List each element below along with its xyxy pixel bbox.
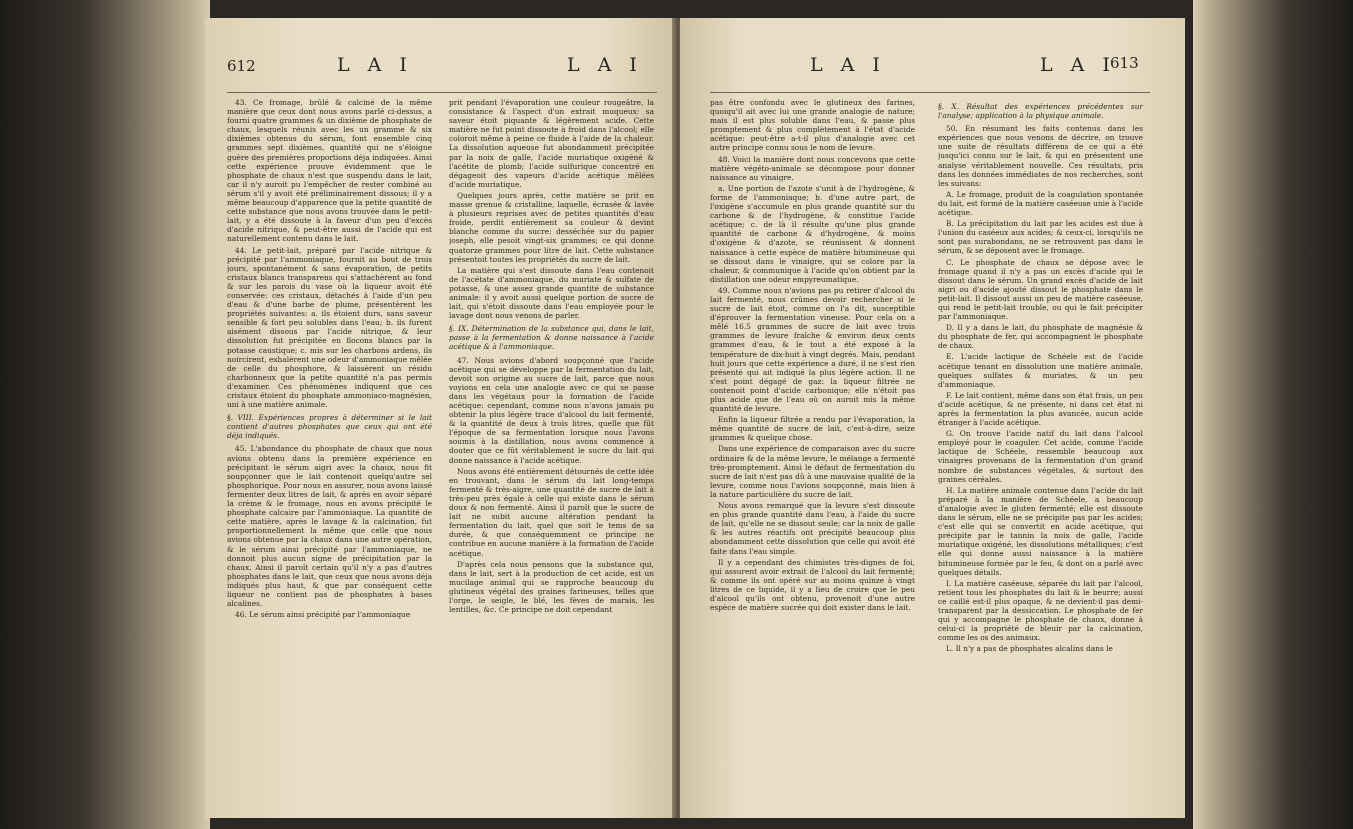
paragraph: 48. Voici la manière dont nous concevons que cette matière végéto-animale se décompose pour donner naissance au vinaigre. [710,154,915,182]
right-running-head [710,54,1150,80]
paragraph: pas être confondu avec le glutineux des farines, quoiqu'il ait avec lui une grande analogie de nature; mais il est plus soluble dans l'eau, & passe plus promptement & plus complètement à l'état d'acide acétique: peut-être a-t-il plus d'analogie avec cet autre principe connu sous le nom de levure. [710,98,915,153]
left-head-rule [227,92,657,93]
paragraph: F. Le lait contient, même dans son état frais, un peu d'acide acétique, & ne présente, ni dans cet état ni après la fermentation la plus avancée, aucun acide étranger à l'acide acétique. [938,390,1143,428]
section-heading: §. VIII. Expériences propres à déterminer si le lait contient d'autres phosphates que ceux qui ont été déja indiqués. [227,413,432,441]
paragraph: G. On trouve l'acide natif du lait dans l'alcool employé pour le coaguler. Cet acide, comme l'acide lactique de Schéele, ressemble beaucoup aux vinaigres provenans de la fermentation d'un grand nombre de substances végétales, & surtout des graines céréales. [938,429,1143,484]
right-page [680,18,1185,818]
paragraph: Nous avons remarqué que la levure s'est dissoute en plus grande quantité dans l'eau, à l'aide du sucre de lait, qu'elle ne se dissout seule; car la noix de galle & les autres réactifs ont précipité beaucoup plus abondamment cette dissolution que celle qui avoit été faite dans l'eau simple. [710,501,915,556]
book-edge-right [1193,0,1353,829]
paragraph: Dans une expérience de comparaison avec du sucre ordinaire & de la même levure, le mélange a fermenté très-promptement. Ainsi le défaut de fermentation du sucre de lait n'est pas dû à une mauvaise qualité de la levure, comme nous l'avions soupçonné, mais bien à la nature particulière du sucre de lait. [710,444,915,499]
paragraph: A. Le fromage, produit de la coagulation spontanée du lait, est formé de la matière caséeuse unie à l'acide acétique. [938,189,1143,218]
paragraph: 45. L'abondance du phosphate de chaux que nous avions obtenu dans la première expérience en précipitant le sérum aigri avec la chaux, nous fit soupçonner que le lait contenoit quelqu'autre sel phosphorique. Pour nous en assurer, nous avons laissé fermenter deux litres de lait, & après en avoir séparé la crème & le fromage, nous en avons précipité le phosphate calcaire par l'ammoniaque. La quantité de cette matière, après le lavage & la calcination, fut proportionnellement la même que celle que nous avions obtenue par la chaux dans une autre opération, & le sérum ainsi précipité par l'ammoniaque, ne donnoit plus aucun signe de précipitation par la chaux. Ainsi il paroît certain qu'il n'y a pas d'autres phosphates dans le lait, que ceux que nous avons déja indiqués plus haut, & que par conséquent cette liqueur ne contient pas de phosphates à bases alcalines. [227,444,432,609]
paragraph: Enfin la liqueur filtrée a rendu par l'évaporation, la même quantité de sucre de lait, c'est-à-dire, seize grammes & quelque chose. [710,415,915,443]
section-heading: §. X. Résultat des expériences précédentes sur l'analyse; application à la physique animale. [938,102,1143,121]
paragraph: 46. Le sérum ainsi précipité par l'ammoniaque [235,610,411,620]
left-head-word-1: L A I [337,54,413,76]
right-column-1 [710,98,915,808]
paragraph: D. Il y a dans le lait, du phosphate de magnésie & du phosphate de fer, qui accompagnent le phosphate de chaux. [938,323,1143,351]
paragraph: B. La précipitation du lait par les acides est due à l'union du caséeux aux acides; & ceux-ci, lorsqu'ils ne sont pas surabondans, ne se retrouvent pas dans le sérum, & se déposent avec le fromage. [938,219,1143,256]
paragraph: H. La matière animale contenue dans l'acide du lait préparé à la manière de Schéele, a beaucoup d'analogie avec le gluten fermenté; elle est dissoute dans le sérum, elle ne se précipite pas par les acides; c'est elle qui se convertit en acide acétique, qui précipite par le tannin la noix de galle, l'acide muriatique oxigéné, les dissolutions métalliques; c'est elle qui donne aussi naissance à la matière bitumineuse formée par le feu, & dont on a parlé avec quelques détails. [938,485,1143,577]
paragraph: a. Une portion de l'azote s'unit à de l'hydrogène, & forme de l'ammoniaque; b. d'une autre part, de l'oxigène s'accumule en plus grande quantité sur du carbone & de l'hydrogène, & constitue l'acide acétique; c. de là il résulte qu'une plus grande quantité de carbone & d'hydrogène, & moins d'oxigène & d'azote, se réunissent & donnent naissance à cette espèce de matière bitumineuse qui se dissout dans le vinaigre, qui se colore par la chaleur, & communique à l'acide qu'on obtient par la distillation une odeur empyreumatique. [710,183,915,284]
left-running-head [227,54,657,80]
paragraph: prit pendant l'évaporation une couleur rougeâtre, la consistance & l'aspect d'un extrait muqueux: sa saveur étoit piquante & légèrement acide. Cette matière ne fut point dissoute à froid dans l'alcool; elle coloroit même à peine ce fluide à l'aide de la chaleur. La dissolution aqueuse fut abondamment précipitée par la noix de galle, l'acide muriatique oxigéné & l'acétite de plomb; l'acide sulfurique concentré en dégageoit des vapeurs d'acide acétique mêlées d'acide muriatique. [449,98,654,189]
paragraph: 43. Ce fromage, brûlé & calciné de la même manière que ceux dont nous avons parlé ci-dessus, a fourni quatre grammes & un dixième de phosphate de chaux, lesquels réunis avec les un gramme & six dixièmes obtenus du sérum, font ensemble cinq grammes sept dixièmes, quantité qui ne s'éloigne guère des premières proportions déja indiquées. Ainsi cette expérience prouve évidemment que le phosphate de chaux n'est que suspendu dans le lait, car il n'y auroit pu l'empêcher de rester combiné au sérum s'il y avoit été préliminairement dissous; il y a même beaucoup d'apparence que la petite quantité de cette substance que nous avons trouvée dans le petit-lait, y a été dissoute à la faveur d'un peu d'excès d'acide nitrique, & peut-être aussi de l'acide qui est naturellement contenu dans le lait. [227,98,432,244]
paragraph: 49. Comme nous n'avions pas pu retirer d'alcool du lait fermenté, nous crûmes devoir rechercher si le sucre de lait étoit, comme on l'a dit, susceptible d'éprouver la fermentation vineuse. Pour cela on a mêlé 16.5 grammes de sucre de lait avec trois grammes de levure fraîche & environ deux cents grammes d'eau, & le tout a été exposé à la température de dix-huit à vingt degrés. Mais, pendant huit jours que cette expérience a duré, il ne s'est rien présenté qui ait indiqué la plus légère action. Il ne s'est point dégagé de gaz: la liqueur filtrée ne contenoit point d'acide carbonique; elle n'étoit pas plus acide que de l'eau où on auroit mis la même quantité de levure. [710,285,915,414]
paragraph: I. La matière caséeuse, séparée du lait par l'alcool, retient tous les phosphates du lait & le beurre; aussi ce caillé est-il plus opaque, & ne devient-il pas demi-transparent par la dessiccation. Le phosphate de fer qui y accompagne le phosphate de chaux, donne à celui-ci la propriété de bleuir par la calcination, comme les os des animaux. [938,578,1143,643]
left-page [205,18,675,818]
right-column-2 [938,98,1143,808]
paragraph: Il y a cependant des chimistes très-dignes de foi, qui assurent avoir extrait de l'alcool du lait fermenté; & comme ils ont opéré sur au moins quinze à vingt litres de ce liquide, il y a lieu de croire que le peu d'alcool qu'ils ont obtenu, provenoit d'une autre espèce de matière sucrée qui doit exister dans le lait. [710,557,915,613]
right-head-rule [710,92,1150,93]
paragraph: D'après cela nous pensons que la substance qui, dans le lait, sert à la production de cet acide, est un mucilage animal qui se rapproche beaucoup du glutineux végétal des graines farineuses, telles que l'orge, le seigle, le blé, les fèves de marais, les lentilles, &c. Ce principe ne doit cependant [449,559,654,615]
left-head-word-2: L A I [567,54,643,76]
paragraph: La matière qui s'est dissoute dans l'eau contenoit de l'acétate d'ammoniaque, du muriate & sulfate de potasse, & une assez grande quantité de substance animale: il y avoit aussi quelque portion de sucre de lait, qui s'étoit dissoute dans l'eau employée pour le lavage dont nous venons de parler. [449,265,654,321]
right-page-number: 613 [1110,54,1139,72]
paragraph: L. Il n'y a pas de phosphates alcalins dans le [946,644,1113,654]
left-column-2 [449,98,654,808]
left-page-number: 612 [227,57,256,75]
paragraph: E. L'acide lactique de Schéele est de l'acide acétique tenant en dissolution une matière animale, quelques sulfates & muriates, & un peu d'ammoniaque. [938,352,1143,389]
paragraph: C. Le phosphate de chaux se dépose avec le fromage quand il n'y a pas un excès d'acide qui le dissout dans le sérum. Un grand excès d'acide de lait aigri ou d'acide ajouté dissout le phosphate dans le petit-lait. Il dissout aussi un peu de matière caséeuse, qui rend le petit-lait trouble, ou qui le fait précipiter par l'ammoniaque. [938,257,1143,322]
paragraph: 50. En résumant les faits contenus dans les expériences que nous venons de décrire, on trouve une suite de résultats différens de ce qui a été jusqu'ici connu sur le lait, & qui en présentent une analyse véritablement nouvelle. Ces résultats, pris dans les données immédiates de nos recherches, sont les suivans: [938,124,1143,188]
paragraph: 44. Le petit-lait, préparé par l'acide nitrique & précipité par l'ammoniaque, fournit au bout de trois jours, spontanément & sans évaporation, de petits cristaux blancs transparens qui s'attachèrent au fond & sur les parois du vase où la liqueur avoit été conservée: ces cristaux, détachés à l'aide d'un peu d'eau & d'une barbe de plume, présentèrent les propriétés suivantes: a. ils étoient durs, sans saveur sensible & fort peu solubles dans l'eau; b. ils furent aisément dissous par l'acide nitrique, & leur dissolution fut précipitée en flocons blancs par la potasse caustique; c. mis sur les charbons ardens, ils noircirent, exhalèrent une odeur d'ammoniaque mêlée de celle du phosphore, & laissèrent un résidu charbonneux que la petite quantité n'a pas permis d'examiner. Ces phénomènes indiquent que ces cristaux étoient du phosphate ammoniaco-magnésien, uni à une matière animale. [227,245,432,410]
right-head-word-1: L A I [810,54,886,76]
book-edge-left [0,0,210,829]
right-head-word-2: L A I [1040,54,1116,76]
section-heading: §. IX. Détermination de la substance qui, dans le lait, passe à la fermentation & donne naissance à l'acide acétique & à l'ammoniaque. [449,324,654,352]
paragraph: Quelques jours après, cette matière se prit en masse grenue & cristalline, laquelle, écrasée & lavée à plusieurs reprises avec de petites quantités d'eau froide, perdit entièrement sa couleur & devint blanche comme du sucre: desséchée sur du papier joseph, elle pesoit vingt-six grammes; ce qui donne quatorze grammes pour litre de lait. Cette substance présentoit toutes les propriétés du sucre de lait. [449,190,654,264]
paragraph: Nous avons été entièrement détournés de cette idée en trouvant, dans le sérum du lait long-temps fermenté & très-aigre, une quantité de sucre de lait à très-peu près égale à celle qui existe dans le sérum doux & non fermenté. Ainsi il paroît que le sucre de lait ne subit aucune altération pendant la fermentation du lait, quel que soit le tems de sa durée, & que conséquemment ce principe ne contribue en aucune manière à la formation de l'acide acétique. [449,466,654,558]
paragraph: 47. Nous avions d'abord soupçonné que l'acide acétique qui se développe par la fermentation du lait, devoit son origine au sucre de lait, parce que nous voyions en cela une analogie avec ce qui se passe dans les végétaux pour la formation de l'acide acétique: cependant, comme nous n'avons jamais pu obtenir la plus légère trace d'alcool du lait fermenté, & la quantité de deux à trois litres, quelle que fût l'époque de sa fermentation lorsque nous l'avons soumis à la distillation, nous avons commencé à douter que ce fût véritablement le sucre du lait qui donne naissance à l'acide acétique. [449,355,654,465]
left-column-1 [227,98,432,808]
